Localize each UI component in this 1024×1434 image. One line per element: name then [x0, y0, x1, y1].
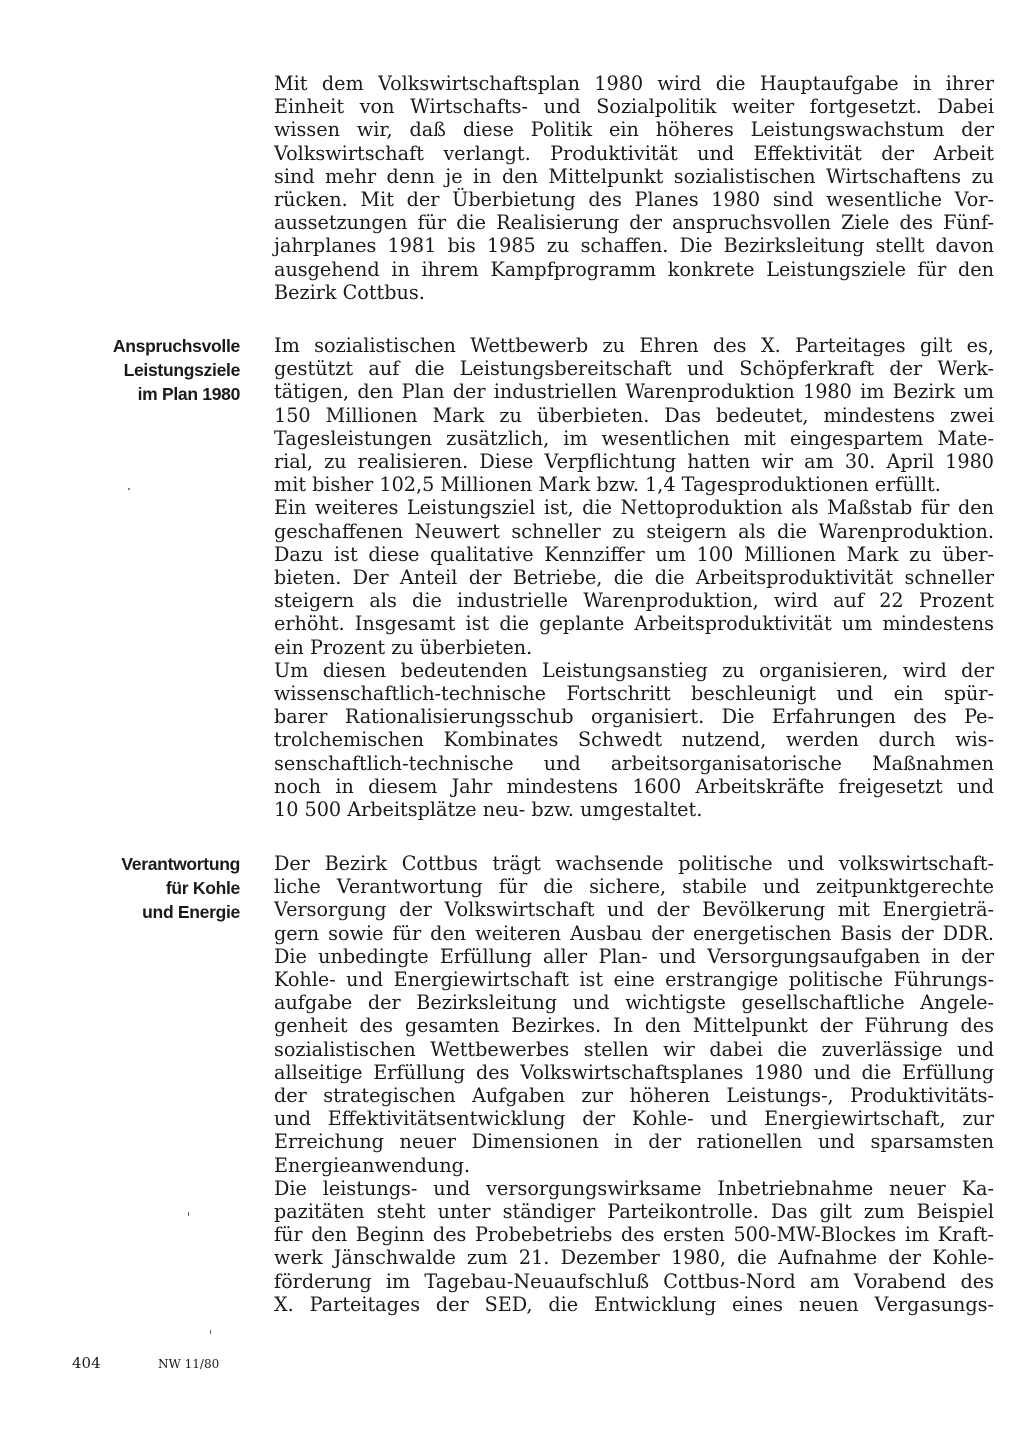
text-line: Erreichung neuer Dimensionen in der rationellen und sparsamsten: [274, 1130, 994, 1154]
text-line: sind mehr denn je in den Mittelpunkt sozialistischen Wirtschaftens zu: [274, 164, 994, 188]
heading-line: und Energie: [142, 902, 240, 922]
heading-line: Anspruchsvolle: [112, 336, 240, 356]
text-line: gern sowie für den weiteren Ausbau der energetischen Basis der DDR.: [274, 921, 994, 945]
text-line: pazitäten steht unter ständiger Parteikontrolle. Das gilt zum Beispiel: [274, 1200, 994, 1224]
margin-heading-verantwortung: [60, 852, 240, 924]
paragraph-1: [274, 72, 994, 304]
text-line: Im sozialistischen Wettbewerb zu Ehren des X. Parteitages gilt es,: [274, 334, 994, 357]
heading-line: im Plan 1980: [137, 384, 240, 404]
text-line: Einheit von Wirtschafts- und Sozialpolitik weiter fortgesetzt. Dabei: [274, 95, 994, 119]
paragraph-text: [274, 496, 994, 658]
text-line: Die unbedingte Erfüllung aller Plan- und Versorgungsaufgaben in der: [274, 944, 994, 968]
text-line: und Effektivitätsentwicklung der Kohle- und Energiewirtschaft, zur: [274, 1107, 994, 1131]
text-line: sozialistischen Wettbewerbes stellen wir dabei die zuverlässige und: [274, 1037, 994, 1061]
text-line: werk Jänschwalde zum 21. Dezember 1980, die Aufnahme der Kohle-: [274, 1246, 994, 1270]
paragraph-text: [274, 852, 994, 1177]
text-line: jahrplanes 1981 bis 1985 zu schaffen. Die Bezirksleitung stellt davon: [274, 234, 994, 258]
text-line: aufgabe der Bezirksleitung und wichtigste gesellschaftliche Angele-: [274, 991, 994, 1015]
text-line: Um diesen bedeutenden Leistungsanstieg zu organisieren, wird der: [274, 658, 994, 682]
text-line: wissen wir, daß diese Politik ein höheres Leistungswachstum der: [274, 118, 994, 142]
heading-line: für Kohle: [165, 878, 240, 898]
scan-speck: [210, 1330, 211, 1334]
paragraph-text: [274, 72, 994, 304]
text-line: gestützt auf die Leistungsbereitschaft und Schöpferkraft der Werk-: [274, 357, 994, 381]
heading-line: Verantwortung: [121, 854, 240, 874]
text-line: Volkswirtschaft verlangt. Produktivität und Effektivität der Arbeit: [274, 141, 994, 165]
text-line: barer Rationalisierungsschub organisiert. Die Erfahrungen des Pe-: [274, 705, 994, 729]
paragraph-2: [274, 334, 994, 821]
text-line: senschaftlich-technische und arbeitsorganisatorische Maßnahmen: [274, 751, 994, 775]
text-line: allseitige Erfüllung des Volkswirtschaftsplanes 1980 und die Erfüllung: [274, 1060, 994, 1084]
paragraph-5: [274, 852, 994, 1316]
text-line: mit bisher 102,5 Millionen Mark bzw. 1,4 Tagesproduktionen erfüllt.: [274, 473, 941, 497]
issue-label: NW 11/80: [158, 1357, 220, 1371]
text-line: wissenschaftlich-technische Fortschritt beschleunigt und ein spür-: [274, 682, 994, 706]
text-line: steigern als die industrielle Warenproduktion, wird auf 22 Prozent: [274, 589, 994, 613]
text-line: Tagesleistungen zusätzlich, im wesentlichen mit eingespartem Mate-: [274, 426, 994, 450]
text-line: Energieanwendung.: [274, 1153, 470, 1177]
text-line: tätigen, den Plan der industriellen Warenproduktion 1980 im Bezirk um: [274, 380, 994, 404]
text-line: Kohle- und Energiewirtschaft ist eine erstrangige politische Führungs-: [274, 968, 994, 992]
paragraph-text: [274, 1177, 994, 1316]
text-line: erhöht. Insgesamt ist die geplante Arbeitsproduktivität um mindestens: [274, 612, 994, 636]
text-line: aussetzungen für die Realisierung der anspruchsvollen Ziele des Fünf-: [274, 211, 994, 235]
text-line: X. Parteitages der SED, die Entwicklung eines neuen Vergasungs-: [274, 1292, 994, 1316]
text-line: trolchemischen Kombinates Schwedt nutzend, werden durch wis-: [274, 728, 994, 752]
text-line: 10 500 Arbeitsplätze neu- bzw. umgestaltet.: [274, 798, 703, 822]
heading-line: Leistungsziele: [123, 360, 240, 380]
margin-heading-leistungsziele: [60, 334, 240, 406]
page-number: 404: [72, 1354, 101, 1372]
text-line: rial, zu realisieren. Diese Verpflichtung hatten wir am 30. April 1980: [274, 450, 994, 474]
text-line: Versorgung der Volkswirtschaft und der Bevölkerung mit Energieträ-: [274, 898, 994, 922]
text-line: ein Prozent zu überbieten.: [274, 635, 533, 659]
text-line: der strategischen Aufgaben zur höheren Leistungs-, Produktivitäts-: [274, 1084, 994, 1108]
text-line: ausgehend in ihrem Kampfprogramm konkrete Leistungsziele für den: [274, 257, 994, 281]
scan-speck: [188, 1212, 189, 1216]
text-line: rücken. Mit der Überbietung des Planes 1980 sind wesentliche Vor-: [274, 188, 994, 212]
text-line: geschaffenen Neuwert schneller zu steigern als die Warenproduktion.: [274, 519, 994, 543]
text-line: Die leistungs- und versorgungswirksame Inbetriebnahme neuer Ka-: [274, 1176, 994, 1200]
paragraph-text: [274, 659, 994, 821]
text-line: Mit dem Volkswirtschaftsplan 1980 wird die Hauptaufgabe in ihrer: [274, 72, 994, 95]
text-line: Ein weiteres Leistungsziel ist, die Nettoproduktion als Maßstab für den: [274, 496, 994, 520]
text-line: für den Beginn des Probebetriebs des ersten 500-MW-Blockes im Kraft-: [274, 1223, 994, 1247]
text-line: noch in diesem Jahr mindestens 1600 Arbeitskräfte freigesetzt und: [274, 774, 994, 798]
text-line: bieten. Der Anteil der Betriebe, die die Arbeitsproduktivität schneller: [274, 566, 994, 590]
text-line: 150 Millionen Mark zu überbieten. Das bedeutet, mindestens zwei: [274, 403, 994, 427]
text-line: Der Bezirk Cottbus trägt wachsende politische und volkswirtschaft-: [274, 852, 994, 875]
text-line: genheit des gesamten Bezirkes. In den Mittelpunkt der Führung des: [274, 1014, 994, 1038]
text-line: liche Verantwortung für die sichere, stabile und zeitpunktgerechte: [274, 875, 994, 899]
paragraph-text: [274, 334, 994, 496]
scan-speck: [128, 488, 130, 490]
text-line: Dazu ist diese qualitative Kennziffer um 100 Millionen Mark zu über-: [274, 542, 994, 566]
text-line: Bezirk Cottbus.: [274, 280, 425, 304]
text-line: förderung im Tagebau-Neuaufschluß Cottbus-Nord am Vorabend des: [274, 1269, 994, 1293]
